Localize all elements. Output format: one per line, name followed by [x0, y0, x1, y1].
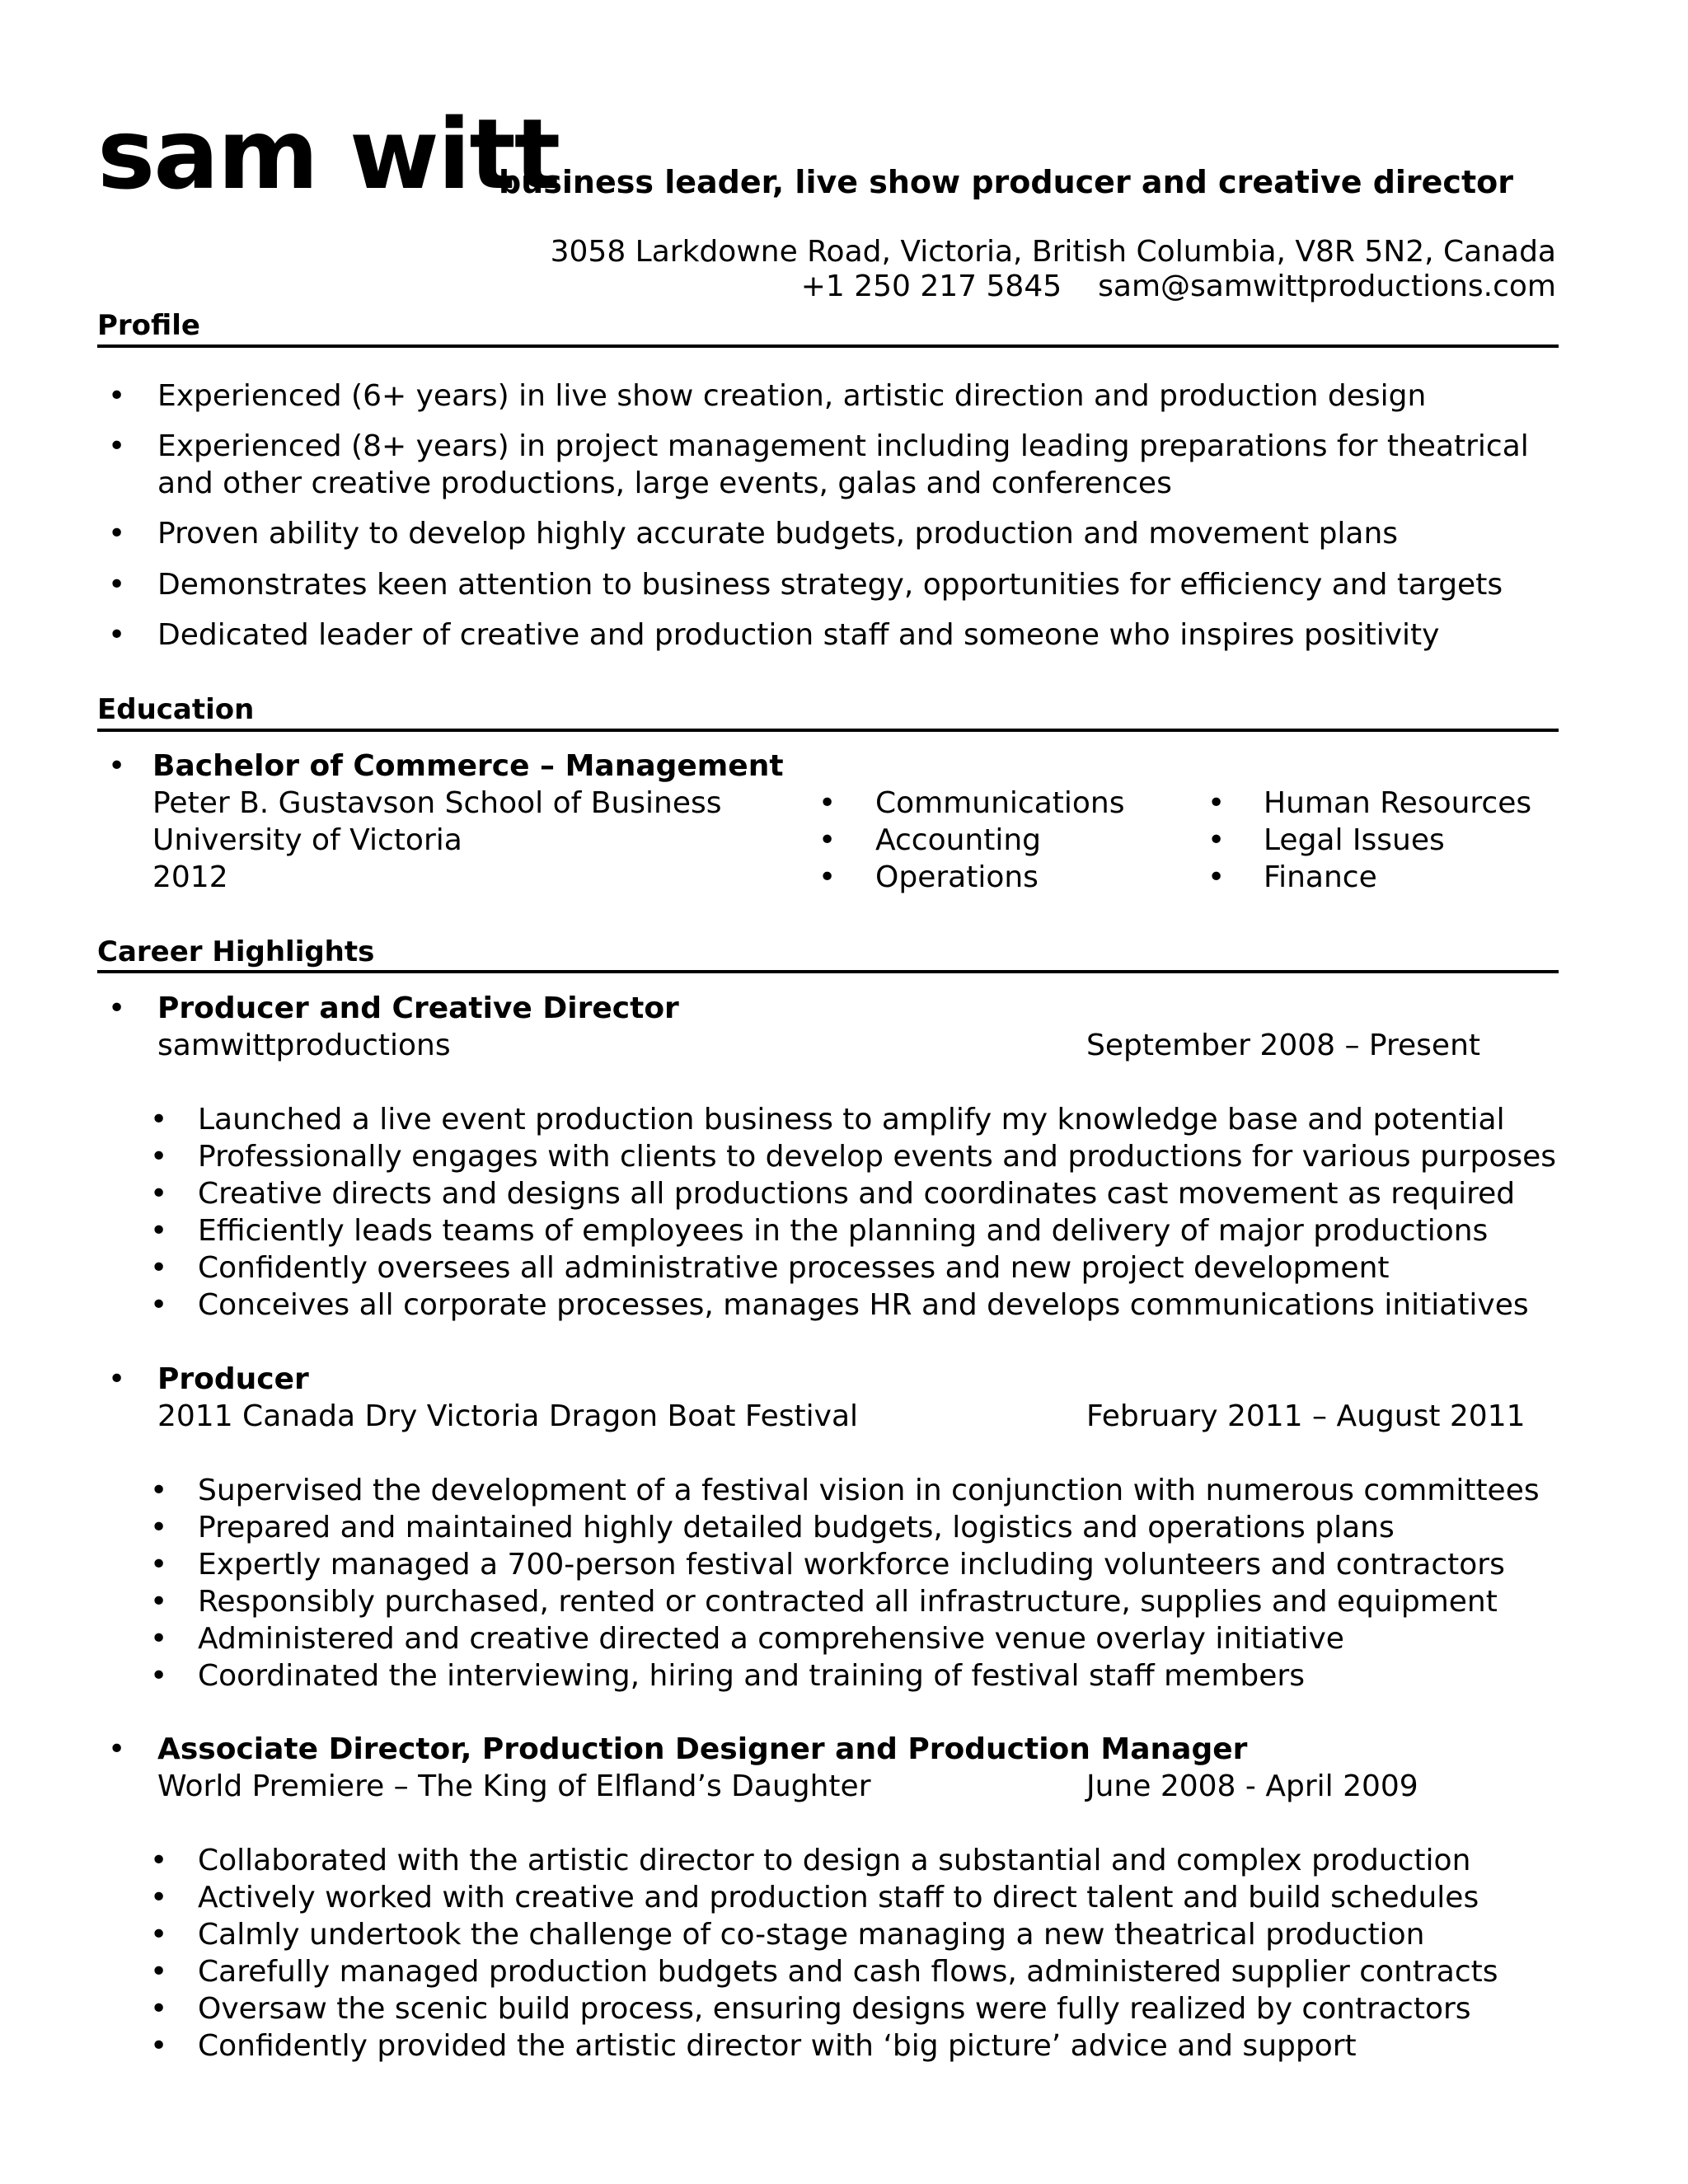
- bullet-glyph: •: [150, 1177, 168, 1211]
- bullet-glyph: •: [150, 1659, 168, 1693]
- profile-item: Experienced (6+ years) in live show creation, artistic direction and production design: [157, 379, 1427, 413]
- bullet-glyph: •: [1207, 786, 1226, 820]
- contact-email: sam@samwittproductions.com: [1098, 269, 1556, 303]
- education-school: Peter B. Gustavson School of Business: [152, 786, 722, 820]
- bullet-glyph: •: [150, 1548, 168, 1582]
- contact-line: [800, 269, 1556, 303]
- career-duty: Carefully managed production budgets and cash flows, administered supplier contracts: [198, 1955, 1498, 1989]
- career-role: Producer and Creative Director: [157, 991, 679, 1025]
- career-duty: Supervised the development of a festival vision in conjunction with numerous committees: [198, 1474, 1540, 1507]
- career-duty: Launched a live event production business to amplify my knowledge base and potential: [198, 1103, 1505, 1137]
- bullet-glyph: •: [150, 1955, 168, 1989]
- career-duty: Conceives all corporate processes, manages HR and develops communications initiatives: [198, 1288, 1529, 1322]
- contact-address: 3058 Larkdowne Road, Victoria, British Columbia, V8R 5N2, Canada: [550, 235, 1556, 269]
- profile-item: Proven ability to develop highly accurate budgets, production and movement plans: [157, 517, 1399, 551]
- bullet-glyph: •: [150, 1288, 168, 1322]
- bullet-glyph: •: [108, 618, 126, 652]
- section-divider: [97, 344, 1559, 348]
- career-role: Producer: [157, 1362, 309, 1396]
- education-degree: Bachelor of Commerce – Management: [152, 749, 784, 783]
- profile-item: Dedicated leader of creative and production staff and someone who inspires positivity: [157, 618, 1440, 652]
- bullet-glyph: •: [150, 1992, 168, 2026]
- bullet-glyph: •: [1207, 860, 1226, 894]
- bullet-glyph: •: [150, 1844, 168, 1877]
- bullet-glyph: •: [108, 1732, 126, 1766]
- profile-item-continued: and other creative productions, large events, galas and conferences: [157, 466, 1172, 500]
- career-duty: Prepared and maintained highly detailed budgets, logistics and operations plans: [198, 1511, 1395, 1544]
- bullet-glyph: •: [150, 1474, 168, 1507]
- career-duty: Calmly undertook the challenge of co-stage managing a new theatrical production: [198, 1918, 1425, 1952]
- section-title-education: Education: [97, 693, 255, 726]
- section-title-career: Career Highlights: [97, 935, 375, 968]
- career-duty: Expertly managed a 700-person festival workforce including volunteers and contractors: [198, 1548, 1505, 1582]
- bullet-glyph: •: [150, 1918, 168, 1952]
- career-organization: World Premiere – The King of Elfland’s Daughter: [157, 1769, 871, 1803]
- bullet-glyph: •: [150, 1103, 168, 1137]
- section-divider: [97, 970, 1559, 973]
- education-subject: Operations: [875, 860, 1039, 894]
- contact-phone: +1 250 217 5845: [800, 269, 1062, 303]
- education-year: 2012: [152, 860, 228, 894]
- education-subject: Human Resources: [1264, 786, 1532, 820]
- bullet-glyph: •: [818, 786, 837, 820]
- career-duty: Professionally engages with clients to develop events and productions for various purposes: [198, 1140, 1557, 1174]
- career-duty: Administered and creative directed a comprehensive venue overlay initiative: [198, 1622, 1344, 1656]
- bullet-glyph: •: [108, 749, 126, 783]
- bullet-glyph: •: [150, 1622, 168, 1656]
- education-subject: Legal Issues: [1264, 823, 1445, 857]
- bullet-glyph: •: [818, 823, 837, 857]
- career-duty: Coordinated the interviewing, hiring and training of festival staff members: [198, 1659, 1305, 1693]
- career-role: Associate Director, Production Designer and Production Manager: [157, 1732, 1248, 1766]
- candidate-tagline: business leader, live show producer and creative director: [499, 164, 1513, 200]
- bullet-glyph: •: [150, 1140, 168, 1174]
- education-subject: Accounting: [875, 823, 1042, 857]
- education-subject: Finance: [1264, 860, 1377, 894]
- bullet-glyph: •: [150, 2029, 168, 2063]
- bullet-glyph: •: [150, 1511, 168, 1544]
- bullet-glyph: •: [108, 991, 126, 1025]
- bullet-glyph: •: [150, 1251, 168, 1285]
- bullet-glyph: •: [150, 1214, 168, 1248]
- bullet-glyph: •: [108, 379, 126, 413]
- section-divider: [97, 729, 1559, 732]
- bullet-glyph: •: [818, 860, 837, 894]
- bullet-glyph: •: [108, 1362, 126, 1396]
- career-duty: Responsibly purchased, rented or contracted all infrastructure, supplies and equipment: [198, 1585, 1498, 1619]
- section-title-profile: Profile: [97, 309, 200, 342]
- career-duty: Collaborated with the artistic director to design a substantial and complex production: [198, 1844, 1471, 1877]
- career-duty: Actively worked with creative and production staff to direct talent and build schedules: [198, 1881, 1479, 1915]
- candidate-name: sam witt: [97, 97, 560, 211]
- bullet-glyph: •: [108, 429, 126, 463]
- bullet-glyph: •: [1207, 823, 1226, 857]
- career-duty: Confidently provided the artistic director with ‘big picture’ advice and support: [198, 2029, 1357, 2063]
- career-duty: Creative directs and designs all productions and coordinates cast movement as required: [198, 1177, 1516, 1211]
- career-organization: samwittproductions: [157, 1029, 451, 1062]
- bullet-glyph: •: [150, 1881, 168, 1915]
- bullet-glyph: •: [108, 517, 126, 551]
- education-university: University of Victoria: [152, 823, 462, 857]
- career-organization: 2011 Canada Dry Victoria Dragon Boat Festival: [157, 1399, 859, 1433]
- career-duty: Efficiently leads teams of employees in the planning and delivery of major productions: [198, 1214, 1489, 1248]
- profile-item: Demonstrates keen attention to business strategy, opportunities for efficiency and targets: [157, 568, 1503, 602]
- bullet-glyph: •: [150, 1585, 168, 1619]
- career-dates: September 2008 – Present: [1086, 1029, 1481, 1062]
- education-subject: Communications: [875, 786, 1125, 820]
- career-duty: Confidently oversees all administrative processes and new project development: [198, 1251, 1390, 1285]
- career-dates: February 2011 – August 2011: [1086, 1399, 1526, 1433]
- career-dates: June 2008 - April 2009: [1086, 1769, 1418, 1803]
- career-duty: Oversaw the scenic build process, ensuring designs were fully realized by contractors: [198, 1992, 1471, 2026]
- bullet-glyph: •: [108, 568, 126, 602]
- profile-item: Experienced (8+ years) in project management including leading preparations for theatrical: [157, 429, 1529, 463]
